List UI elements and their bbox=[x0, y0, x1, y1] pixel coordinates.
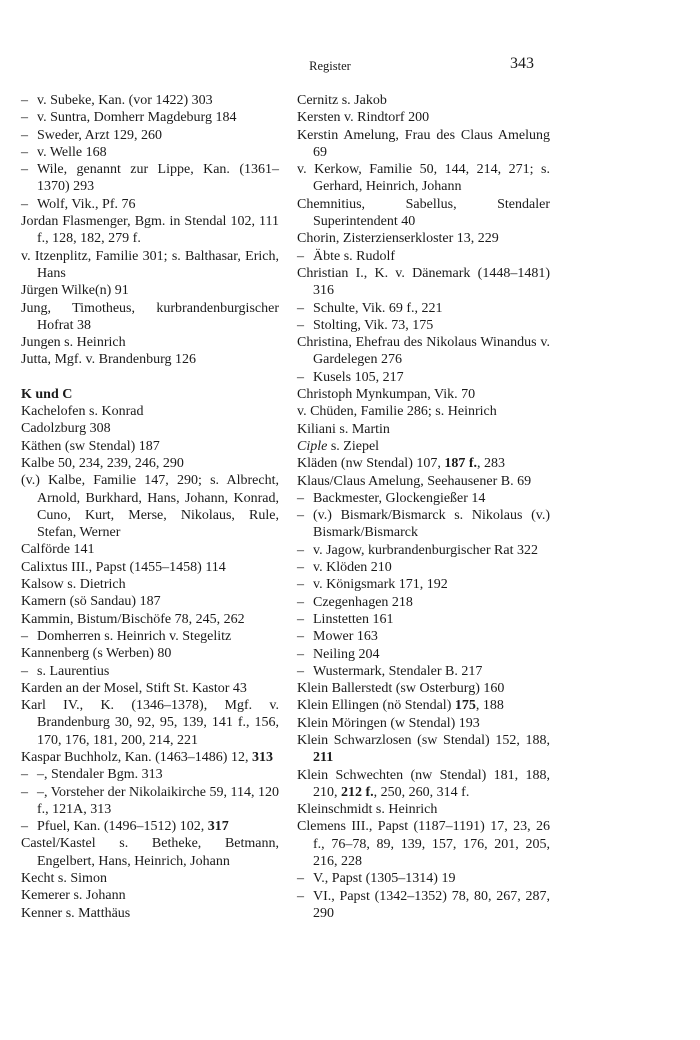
index-entry bbox=[21, 438, 279, 455]
entry-text: Pfuel, Kan. (1496–1512) 102, bbox=[37, 819, 205, 835]
entry-text: v. Subeke, Kan. (vor 1422) 303 bbox=[37, 93, 213, 108]
index-entry bbox=[297, 421, 550, 438]
entry-text: Kusels 105, 217 bbox=[313, 369, 404, 385]
entry-text: Klein Ballerstedt (sw Osterburg) 160 bbox=[297, 681, 505, 697]
entry-text: Jungen s. Heinrich bbox=[21, 335, 126, 351]
entry-text: (v.) Bismark/Bismarck s. Nikolaus (v.) Bismark/Bismarck bbox=[313, 508, 550, 541]
entry-text: V., Papst (1305–1314) 19 bbox=[313, 871, 456, 887]
entry-text: VI., Papst (1342–1352) 78, 80, 267, 287, 290 bbox=[313, 888, 550, 921]
entry-text: Klein Schwechten (nw Stendal) 181, 188, 210, bbox=[297, 767, 550, 800]
entry-text-after: , 283 bbox=[477, 456, 506, 472]
index-entry bbox=[21, 905, 279, 922]
entry-bold-reference: 313 bbox=[251, 749, 273, 765]
index-entry bbox=[297, 386, 550, 403]
entry-text-after: , 250, 260, 314 f. bbox=[373, 784, 470, 800]
index-entry bbox=[21, 645, 279, 662]
index-subentry bbox=[297, 646, 550, 663]
index-entry bbox=[21, 870, 279, 887]
entry-text: v. Welle 168 bbox=[37, 144, 107, 160]
entry-text: Kannenberg (s Werben) 80 bbox=[21, 646, 172, 662]
index-subentry bbox=[297, 628, 550, 645]
index-entry bbox=[21, 213, 279, 248]
index-subentry bbox=[297, 594, 550, 611]
entry-text: Cadolzburg 308 bbox=[21, 421, 111, 437]
index-subentry bbox=[297, 611, 550, 628]
entry-text: Klaus/Claus Amelung, Seehausener B. 69 bbox=[297, 473, 532, 489]
entry-text: Kenner s. Matthäus bbox=[21, 905, 131, 921]
entry-text: Chemnitius, Sabellus, Stendaler Superintendent 40 bbox=[297, 196, 550, 230]
entry-text: Czegenhagen 218 bbox=[313, 594, 413, 610]
entry-text: v. Itzenplitz, Familie 301; s. Balthasar, Erich, Hans bbox=[21, 248, 279, 281]
entry-text: v. Kerkow, Familie 50, 144, 214, 271; s. Gerhard, Heinrich, Johann bbox=[297, 162, 550, 195]
index-entry bbox=[297, 127, 550, 162]
entry-text: Klein Möringen (w Stendal) 193 bbox=[297, 715, 480, 731]
index-entry bbox=[21, 559, 279, 576]
index-subentry bbox=[21, 784, 279, 819]
index-entry bbox=[297, 680, 550, 697]
index-entry bbox=[297, 715, 550, 732]
index-entry bbox=[21, 351, 279, 368]
index-entry bbox=[21, 282, 279, 299]
entry-text: v. Chüden, Familie 286; s. Heinrich bbox=[297, 404, 497, 420]
index-entry bbox=[21, 300, 279, 335]
index-subentry bbox=[21, 663, 279, 680]
entry-text: Chorin, Zisterzienserkloster 13, 229 bbox=[297, 231, 499, 247]
entry-bold-reference: 211 bbox=[313, 750, 334, 766]
index-entry bbox=[21, 403, 279, 420]
entry-text: Klein Schwarzlosen (sw Stendal) 152, 188, bbox=[297, 732, 550, 748]
entry-text: Christian I., K. v. Dänemark (1448–1481) 316 bbox=[297, 265, 550, 299]
index-entry bbox=[297, 334, 550, 369]
entry-text: (v.) Kalbe, Familie 147, 290; s. Albrecht, Arnold, Burkhard, Hans, Johann, Konrad, Cuno, Kurt, Merse, Nikolaus, Rule, Stefan, Werner bbox=[21, 473, 279, 541]
entry-text: Wustermark, Stendaler B. 217 bbox=[313, 663, 483, 679]
entry-bold-reference: 187 f. bbox=[444, 456, 478, 472]
index-entry bbox=[21, 334, 279, 351]
index-subentry bbox=[297, 888, 550, 923]
entry-text: Kemerer s. Johann bbox=[21, 888, 126, 904]
index-entry bbox=[297, 196, 550, 231]
page-number: 343 bbox=[510, 55, 534, 72]
entry-text: Kachelofen s. Konrad bbox=[21, 404, 144, 420]
entry-text: Mower 163 bbox=[313, 629, 378, 645]
index-entry bbox=[297, 109, 550, 126]
index-subentry bbox=[21, 161, 279, 196]
entry-text: Schulte, Vik. 69 f., 221 bbox=[313, 300, 443, 316]
index-entry bbox=[297, 438, 550, 455]
index-entry bbox=[21, 420, 279, 437]
index-subentry bbox=[21, 766, 279, 783]
entry-text: Calixtus III., Papst (1455–1458) 114 bbox=[21, 559, 226, 575]
entry-text: Backmester, Glockengießer 14 bbox=[313, 490, 486, 506]
entry-text: Kersten v. Rindtorf 200 bbox=[297, 110, 430, 126]
entry-text: Clemens III., Papst (1187–1191) 17, 23, 26 f., 76–78, 89, 139, 157, 176, 201, 205, 216, 228 bbox=[297, 819, 550, 870]
index-column-right bbox=[297, 92, 550, 922]
index-entry bbox=[297, 230, 550, 247]
entry-text: v. Suntra, Domherr Magdeburg 184 bbox=[37, 110, 237, 126]
entry-text: Käthen (sw Stendal) 187 bbox=[21, 438, 160, 454]
entry-text: Kalsow s. Dietrich bbox=[21, 577, 126, 593]
index-subentry bbox=[21, 818, 279, 835]
index-entry bbox=[21, 887, 279, 904]
entry-bold-reference: 175 bbox=[454, 698, 476, 714]
index-subentry bbox=[297, 300, 550, 317]
entry-bold-reference: 317 bbox=[207, 819, 229, 835]
index-subentry bbox=[297, 490, 550, 507]
index-subentry bbox=[297, 507, 550, 542]
entry-bold-reference: 212 f. bbox=[341, 784, 374, 800]
index-subentry bbox=[21, 196, 279, 213]
entry-text: Stolting, Vik. 73, 175 bbox=[313, 317, 434, 333]
entry-text: Linstetten 161 bbox=[313, 611, 394, 627]
entry-text: Jung, Timotheus, kurbrandenburgischer Hofrat 38 bbox=[21, 300, 279, 333]
index-entry bbox=[21, 541, 279, 558]
index-entry bbox=[21, 576, 279, 593]
running-header bbox=[0, 55, 700, 79]
entry-text: s. Ziepel bbox=[330, 438, 380, 454]
index-subentry bbox=[297, 870, 550, 887]
index-subentry bbox=[21, 109, 279, 126]
index-subentry bbox=[297, 542, 550, 559]
entry-text: v. Klöden 210 bbox=[313, 560, 392, 576]
index-entry bbox=[297, 767, 550, 802]
index-entry bbox=[297, 818, 550, 870]
entry-text: v. Königsmark 171, 192 bbox=[313, 577, 448, 593]
index-entry bbox=[21, 835, 279, 870]
entry-text: Castel/Kastel s. Betheke, Betmann, Engelbert, Hans, Heinrich, Johann bbox=[21, 836, 279, 869]
entry-text: –, Vorsteher der Nikolaikirche 59, 114, 120 f., 121A, 313 bbox=[37, 784, 279, 817]
entry-text: Karden an der Mosel, Stift St. Kastor 43 bbox=[21, 680, 247, 696]
index-column-left bbox=[21, 92, 279, 922]
entry-text: Jordan Flasmenger, Bgm. in Stendal 102, 111 f., 128, 182, 279 f. bbox=[21, 214, 279, 247]
index-entry bbox=[297, 697, 550, 714]
index-entry bbox=[21, 697, 279, 749]
index-subentry bbox=[297, 369, 550, 386]
entry-italic-term: Ciple bbox=[297, 438, 328, 454]
entry-text: Kaspar Buchholz, Kan. (1463–1486) 12, bbox=[21, 749, 249, 765]
entry-text: Kiliani s. Martin bbox=[297, 421, 390, 437]
index-subentry bbox=[297, 248, 550, 265]
entry-text: Kammin, Bistum/Bischöfe 78, 245, 262 bbox=[21, 611, 245, 627]
entry-text: –, Stendaler Bgm. 313 bbox=[37, 767, 163, 783]
entry-text: v. Jagow, kurbrandenburgischer Rat 322 bbox=[313, 542, 538, 558]
index-entry bbox=[297, 732, 550, 767]
entry-text: Äbte s. Rudolf bbox=[313, 248, 396, 264]
index-entry bbox=[21, 472, 279, 541]
entry-text: Jürgen Wilke(n) 91 bbox=[21, 283, 129, 299]
entry-text: Kerstin Amelung, Frau des Claus Amelung 69 bbox=[297, 127, 550, 160]
entry-text: Wolf, Vik., Pf. 76 bbox=[37, 196, 136, 212]
index-entry bbox=[297, 801, 550, 818]
index-entry bbox=[297, 92, 550, 109]
entry-text: Cernitz s. Jakob bbox=[297, 93, 387, 108]
index-entry bbox=[21, 455, 279, 472]
index-entry bbox=[297, 403, 550, 420]
entry-text: Jutta, Mgf. v. Brandenburg 126 bbox=[21, 352, 196, 368]
index-entry bbox=[297, 161, 550, 196]
entry-text: Calförde 141 bbox=[21, 542, 95, 558]
entry-text: Kamern (sö Sandau) 187 bbox=[21, 594, 161, 610]
entry-text: Karl IV., K. (1346–1378), Mgf. v. Brandenburg 30, 92, 95, 139, 141 f., 156, 170, 176, 181, 200, 214, 221 bbox=[21, 698, 279, 748]
running-head-title: Register bbox=[309, 59, 351, 73]
index-subentry bbox=[297, 317, 550, 334]
entry-text: Kläden (nw Stendal) 107, bbox=[297, 456, 441, 472]
index-entry bbox=[297, 455, 550, 472]
index-entry bbox=[21, 749, 279, 766]
entry-text-after: , 188 bbox=[475, 698, 504, 714]
entry-text: s. Laurentius bbox=[37, 663, 110, 679]
entry-text: Kecht s. Simon bbox=[21, 871, 107, 887]
entry-text: Kalbe 50, 234, 239, 246, 290 bbox=[21, 455, 184, 471]
index-subentry bbox=[297, 576, 550, 593]
entry-text: Christoph Mynkumpan, Vik. 70 bbox=[297, 387, 476, 403]
index-subentry bbox=[297, 559, 550, 576]
index-entry bbox=[21, 593, 279, 610]
index-entry bbox=[21, 611, 279, 628]
index-entry bbox=[297, 265, 550, 300]
entry-text: Sweder, Arzt 129, 260 bbox=[37, 127, 163, 143]
index-subentry bbox=[21, 92, 279, 109]
index-subentry bbox=[297, 663, 550, 680]
index-entry bbox=[21, 248, 279, 283]
entry-text: Kleinschmidt s. Heinrich bbox=[297, 802, 438, 818]
section-heading: K und C bbox=[21, 386, 73, 402]
entry-text: Christina, Ehefrau des Nikolaus Winandus v. Gardelegen 276 bbox=[297, 335, 550, 368]
index-subentry bbox=[21, 127, 279, 144]
index-entry bbox=[21, 680, 279, 697]
index-subentry bbox=[21, 144, 279, 161]
entry-text: Klein Ellingen (nö Stendal) bbox=[297, 698, 452, 714]
index-entry bbox=[297, 473, 550, 490]
index-subentry bbox=[21, 628, 279, 645]
entry-text: Neiling 204 bbox=[313, 646, 380, 662]
entry-text: Domherren s. Heinrich v. Stegelitz bbox=[37, 628, 232, 644]
entry-text: Wile, genannt zur Lippe, Kan. (1361–1370) 293 bbox=[37, 162, 279, 195]
